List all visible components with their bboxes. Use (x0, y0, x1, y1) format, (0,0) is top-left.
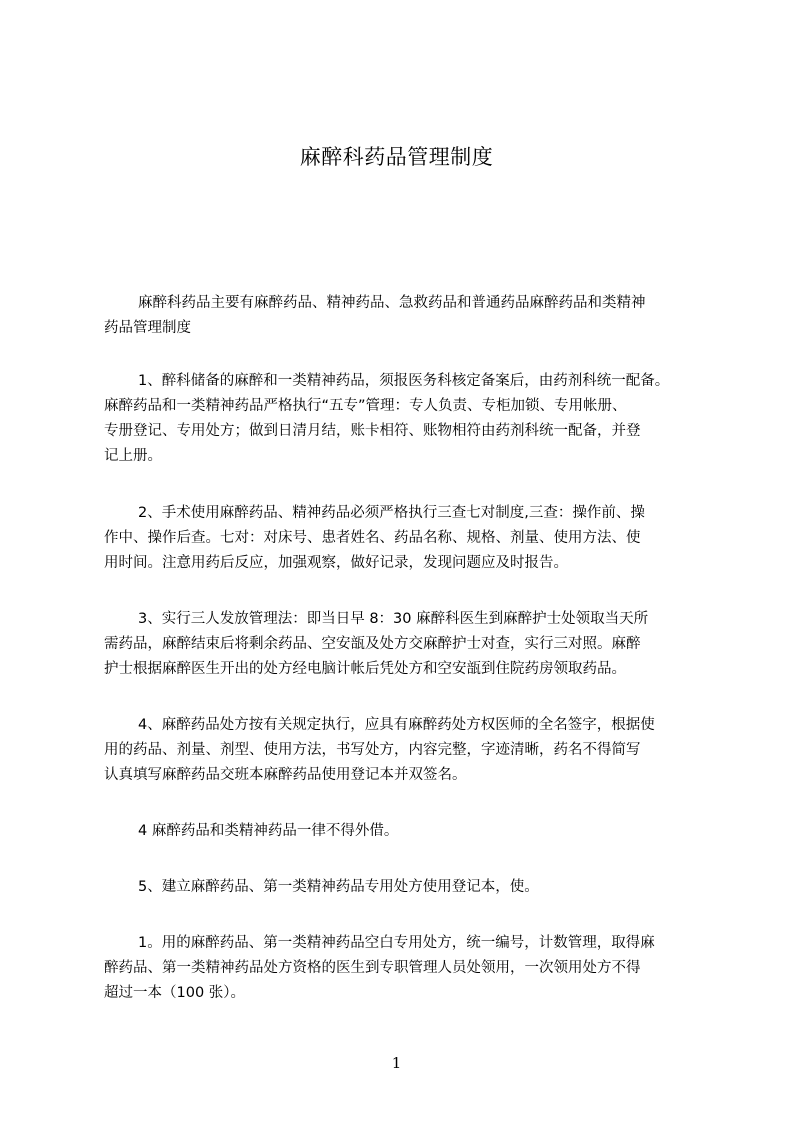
paragraph-line: 2、手术使用麻醉药品、精神药品必须严格执行三查七对制度,三查：操作前、操 (138, 505, 645, 521)
paragraph-line: 记上册。 (104, 448, 162, 464)
paragraph-item-4b (104, 819, 720, 844)
paragraph-line: 1、醉科储备的麻醉和一类精神药品，须报医务科核定备案后，由药剂科统一配备。 (138, 373, 670, 389)
paragraph-line: 1。用的麻醉药品、第一类精神药品空白专用处方，统一编号，计数管理，取得麻 (138, 935, 655, 951)
paragraph-line: 需药品，麻醉结束后将剩余药品、空安瓿及处方交麻醉护士对查，实行三对照。麻醉 (104, 636, 641, 652)
document-title: 麻醉科药品管理制度 (299, 145, 494, 169)
paragraph-line: 认真填写麻醉药品交班本麻醉药品使用登记本并双签名。 (104, 767, 467, 783)
paragraph-line: 作中、操作后查。七对：对床号、患者姓名、药品名称、规格、剂量、使用方法、使 (104, 530, 641, 546)
page-number: 1 (391, 1054, 402, 1072)
paragraph-line: 麻醉科药品主要有麻醉药品、精神药品、急救药品和普通药品麻醉药品和类精神 (138, 295, 646, 311)
paragraph-item-4 (104, 713, 720, 788)
paragraph-line: 专册登记、专用处方；做到日清月结，账卡相符、账物相符由药剂科统一配备，并登 (104, 423, 641, 439)
paragraph-item-1 (104, 369, 720, 469)
paragraph-intro (104, 291, 720, 341)
paragraph-item-5-1 (104, 931, 720, 1006)
paragraph-line: 用的药品、剂量、剂型、使用方法，书写处方，内容完整，字迹清晰，药名不得简写 (104, 742, 641, 758)
paragraph-item-3 (104, 607, 720, 682)
paragraph-line: 护士根据麻醉医生开出的处方经电脑计帐后凭处方和空安瓿到住院药房领取药品。 (104, 661, 626, 677)
paragraph-item-5 (104, 875, 720, 900)
paragraph-line: 3、实行三人发放管理法：即当日早 8：30 麻醉科医生到麻醉护士处领取当天所 (138, 611, 649, 627)
paragraph-line: 药品管理制度 (104, 320, 191, 336)
paragraph-line: 超过一本（100 张）。 (104, 985, 246, 1001)
paragraph-line: 醉药品、第一类精神药品处方资格的医生到专职管理人员处领用，一次领用处方不得 (104, 960, 641, 976)
paragraph-line: 5、建立麻醉药品、第一类精神药品专用处方使用登记本，使。 (138, 879, 539, 895)
paragraph-line: 麻醉药品和一类精神药品严格执行“五专”管理：专人负责、专柜加锁、专用帐册、 (104, 398, 627, 414)
paragraph-line: 4 麻醉药品和类精神药品一律不得外借。 (138, 823, 399, 839)
paragraph-line: 4、麻醉药品处方按有关规定执行，应具有麻醉药处方权医师的全名签字，根据使 (138, 717, 655, 733)
paragraph-line: 用时间。注意用药后反应，加强观察，做好记录，发现问题应及时报告。 (104, 555, 568, 571)
paragraph-item-2 (104, 501, 720, 576)
